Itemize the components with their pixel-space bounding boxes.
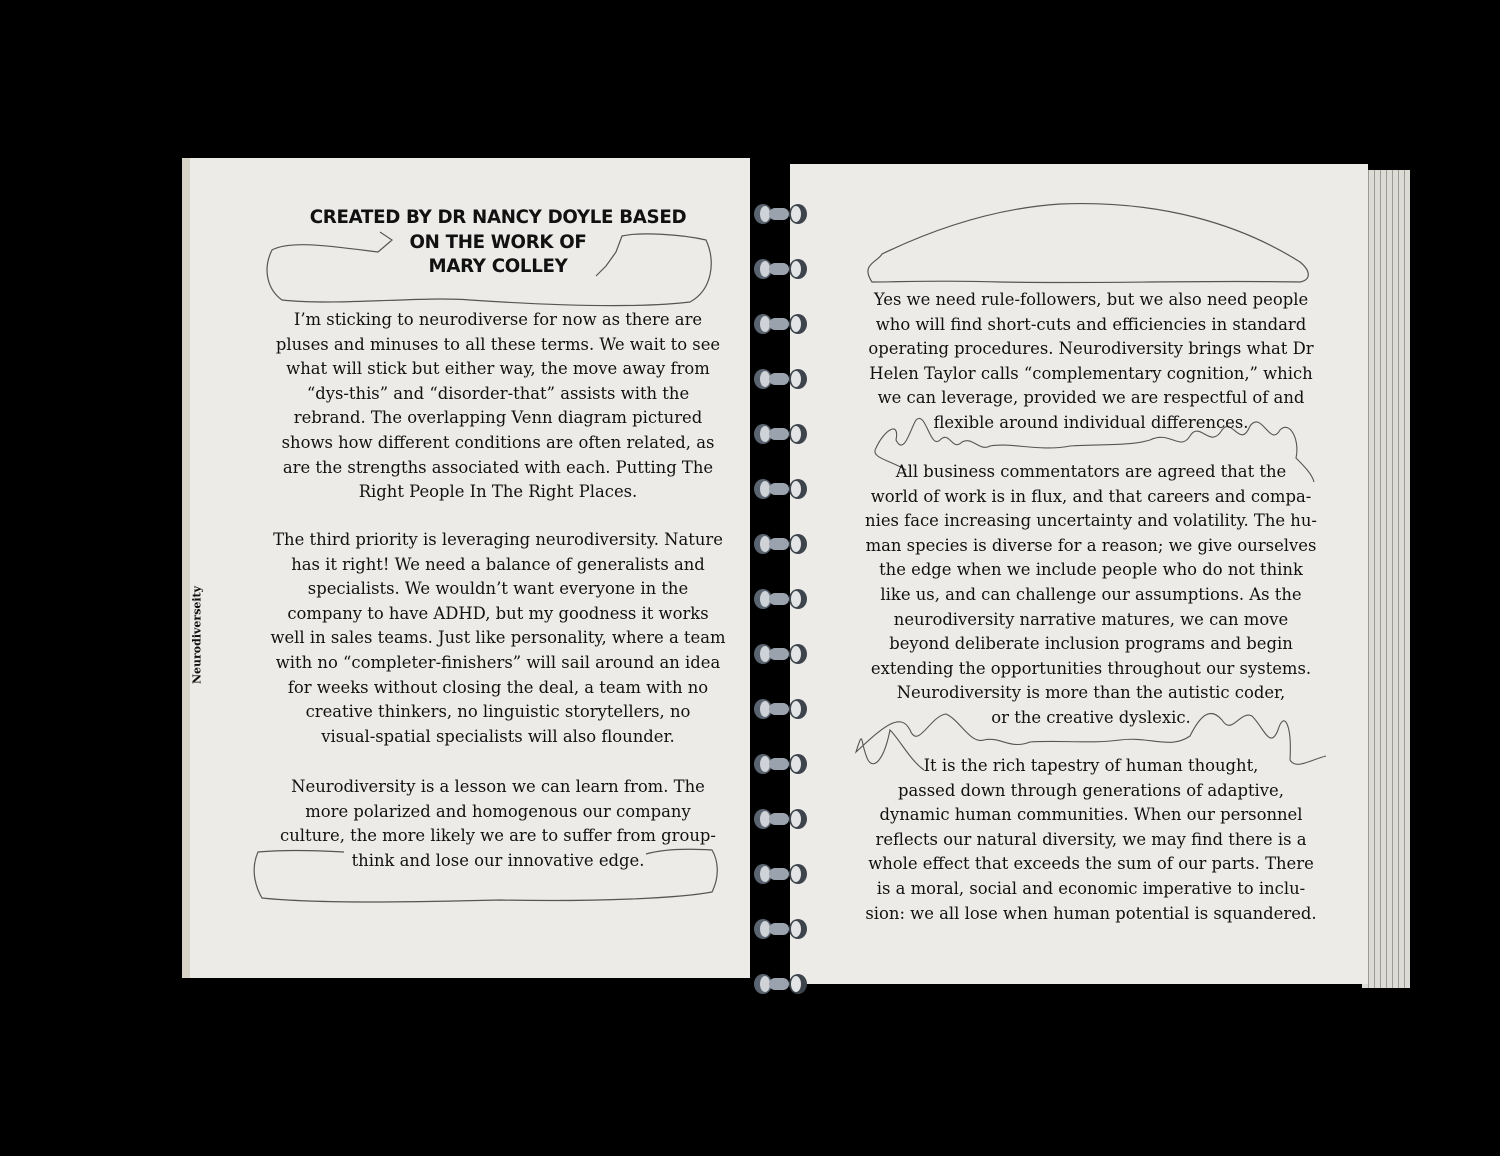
text-line: has it right! We need a balance of generalists and — [291, 554, 705, 574]
text-line: think and lose our innovative edge. — [351, 850, 645, 870]
left-paragraph — [258, 775, 738, 873]
running-head-label: Neurodiverseity — [190, 585, 204, 685]
text-line: Yes we need rule-followers, but we also need people — [873, 290, 1309, 309]
text-line: shows how different conditions are often related, as — [281, 432, 715, 452]
text-line: the edge when we include people who do not think — [879, 560, 1303, 580]
text-line: reflects our natural diversity, we may find there is a — [875, 829, 1307, 849]
text-line: Right People In The Right Places. — [358, 482, 638, 502]
text-line: All business commentators are agreed that the — [895, 462, 1287, 481]
text-line: visual-spatial specialists will also flounder. — [321, 726, 675, 746]
text-line: nies face increasing uncertainty and volatility. The hu- — [865, 511, 1317, 531]
heading-line: MARY COLLEY — [428, 256, 568, 277]
text-line: company to have ADHD, but my goodness it works — [287, 603, 709, 623]
text-line: specialists. We wouldn’t want everyone in the — [307, 579, 689, 599]
left-paragraph — [258, 308, 738, 505]
text-line: Neurodiversity is more than the autistic coder, — [896, 683, 1286, 703]
text-line: like us, and can challenge our assumptions. As the — [880, 584, 1302, 604]
text-line: Helen Taylor calls “complementary cognition,” which — [869, 363, 1313, 383]
text-line: rebrand. The overlapping Venn diagram pictured — [293, 408, 703, 428]
text-line: creative thinkers, no linguistic storytellers, no — [305, 702, 691, 722]
text-line: what will stick but either way, the move away from — [286, 359, 710, 379]
text-line: world of work is in flux, and that careers and compa- — [870, 486, 1312, 506]
text-line: It is the rich tapestry of human thought, — [923, 756, 1259, 775]
heading-line: CREATED BY DR NANCY DOYLE BASED — [309, 207, 687, 228]
text-line: more polarized and homogenous our company — [305, 801, 691, 821]
text-line: are the strengths associated with each. Putting The — [282, 457, 714, 477]
text-line: for weeks without closing the deal, a team with no — [287, 677, 709, 697]
text-line: “dys-this” and “disorder-that” assists with the — [306, 383, 690, 403]
text-line: well in sales teams. Just like personality, where a team — [270, 628, 726, 648]
text-line: extending the opportunities throughout our systems. — [870, 658, 1312, 678]
right-paragraph — [850, 754, 1332, 926]
text-line: pluses and minuses to all these terms. We wait to see — [275, 334, 721, 354]
text-line: Neurodiversity is a lesson we can learn from. The — [291, 777, 705, 796]
text-line: The third priority is leveraging neurodiversity. Nature — [273, 530, 723, 549]
text-line: operating procedures. Neurodiversity brings what Dr — [868, 339, 1314, 359]
left-paragraph — [258, 528, 738, 749]
heading-line: ON THE WORK OF — [409, 231, 587, 253]
dome-doodle — [868, 204, 1308, 283]
text-line: or the creative dyslexic. — [991, 707, 1191, 727]
text-line: who will find short-cuts and efficiencies in standard — [875, 314, 1307, 334]
text-line: dynamic human communities. When our personnel — [879, 805, 1303, 825]
text-line: neurodiversity narrative matures, we can move — [893, 609, 1289, 629]
text-line: we can leverage, provided we are respectful of and — [877, 388, 1305, 408]
text-line: culture, the more likely we are to suffer from group- — [280, 826, 716, 846]
right-paragraph — [850, 460, 1332, 731]
left-page-heading — [262, 206, 734, 280]
text-line: with no “completer-finishers” will sail around an idea — [275, 652, 721, 672]
text-line: I’m sticking to neurodiverse for now as there are — [293, 310, 703, 329]
text-line: beyond deliberate inclusion programs and begin — [889, 634, 1293, 654]
text-line: is a moral, social and economic imperative to inclu- — [876, 878, 1306, 898]
text-line: sion: we all lose when human potential is squandered. — [865, 903, 1317, 923]
text-line: flexible around individual differences. — [933, 412, 1249, 432]
text-line: man species is diverse for a reason; we give ourselves — [865, 535, 1317, 555]
text-line: passed down through generations of adaptive, — [898, 780, 1284, 800]
text-line: whole effect that exceeds the sum of our parts. There — [868, 854, 1314, 874]
right-paragraph — [850, 288, 1332, 436]
